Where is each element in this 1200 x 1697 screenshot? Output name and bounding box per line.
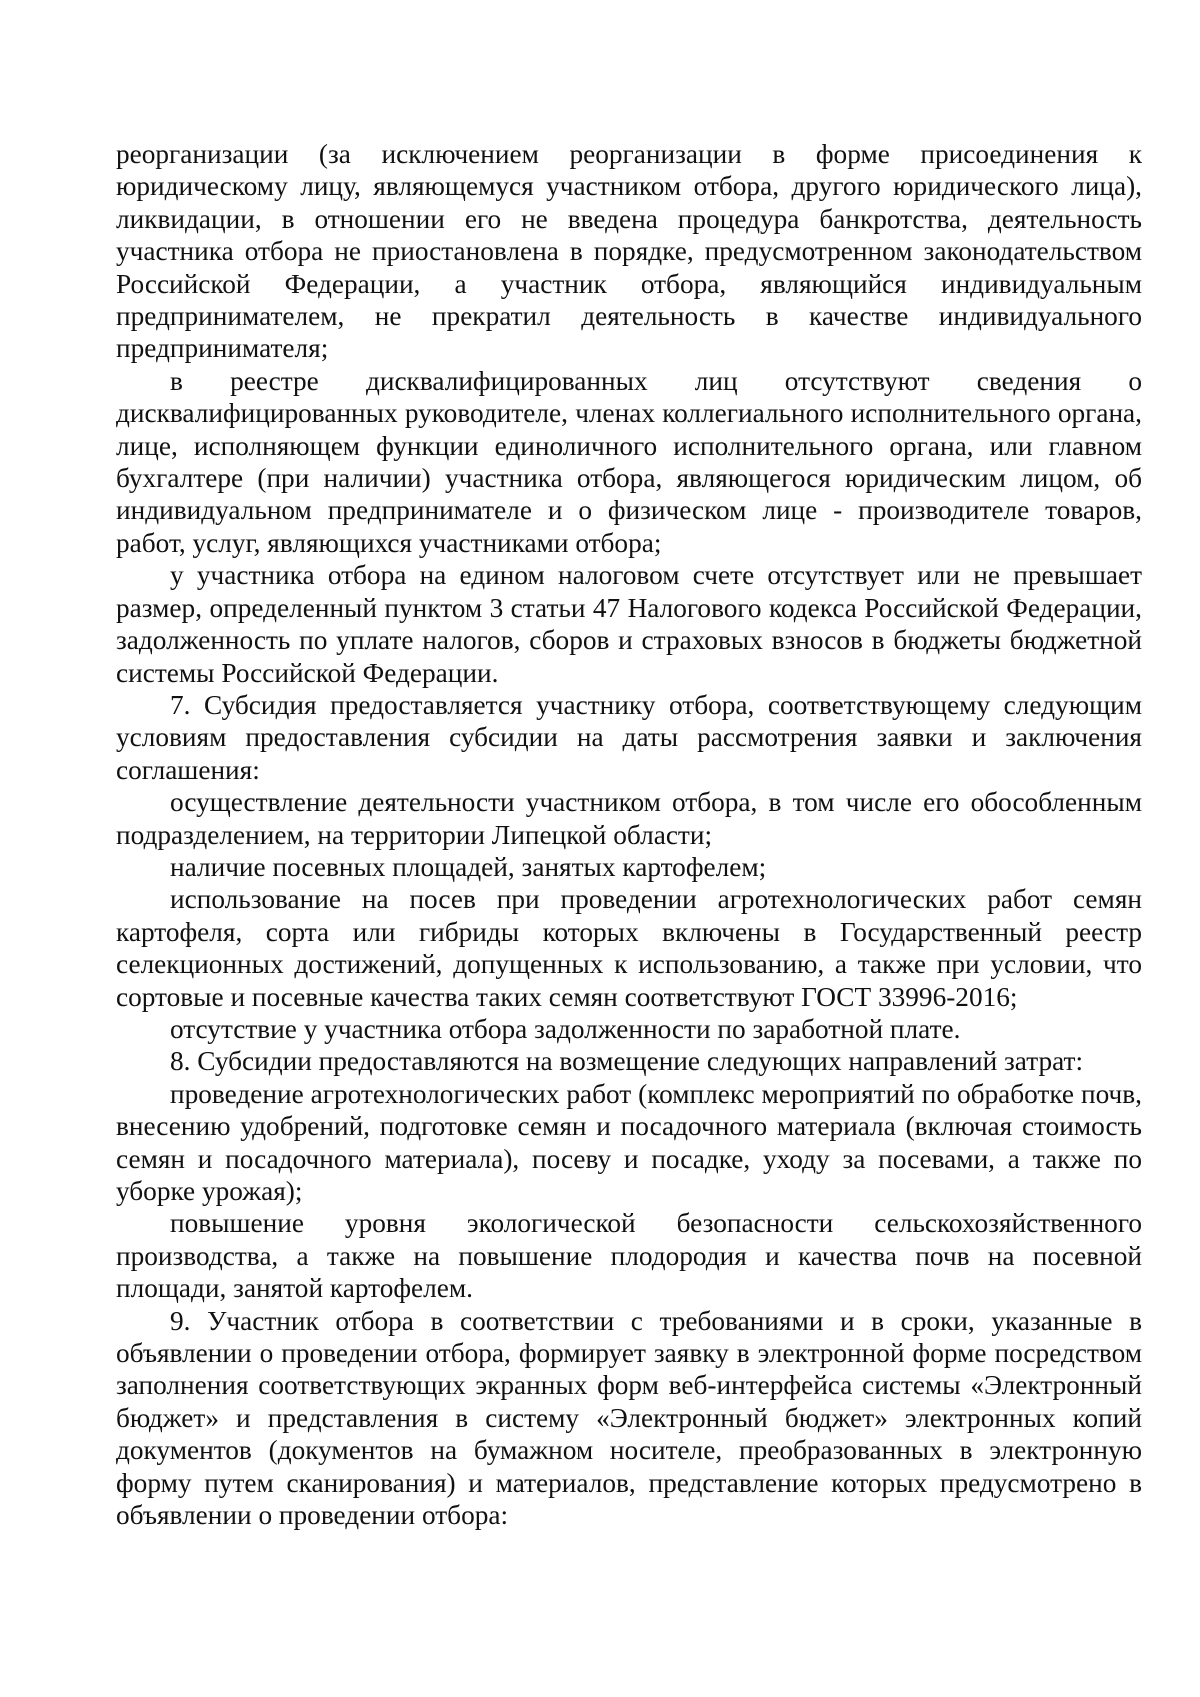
paragraph-ecological-safety: повышение уровня экологической безопасности сельскохозяйственного производства, а также на повышение плодородия и качества почв на посевной площади, занятой картофелем. (116, 1208, 1142, 1304)
paragraph-wage-debt: отсутствие у участника отбора задолженности по заработной плате. (170, 1013, 961, 1044)
paragraph-agrotech-works: проведение агротехнологических работ (комплекс мероприятий по обработке почв, внесению удобрений, подготовке семян и посадочного материала (включая стоимость семян и посадочного материала), посеву и посадке, уходу за посевами, а также по уборке урожая); (116, 1078, 1142, 1206)
paragraph-section-8: 8. Субсидии предоставляются на возмещение следующих направлений затрат: (170, 1046, 1084, 1077)
paragraph-section-9: 9. Участник отбора в соответствии с требованиями и в сроки, указанные в объявлении о проведении отбора, формирует заявку в электронной форме посредством заполнения соответствующих экранных форм веб-интерфейса системы «Электронный бюджет» и представления в систему «Электронный бюджет» электронных копий документов (документов на бумажном носителе, преобразованных в электронную форму путем сканирования) и материалов, представление которых предусмотрено в объявлении о проведении отбора: (116, 1305, 1142, 1531)
paragraph-disqualified-registry: в реестре дисквалифицированных лиц отсутствуют сведения о дисквалифицированных руководителе, членах коллегиального исполнительного органа, лице, исполняющем функции единоличного исполнительного органа, или главном бухгалтере (при наличии) участника отбора, являющегося юридическим лицом, об индивидуальном предпринимателе и о физическом лице - производителе товаров, работ, услуг, являющихся участниками отбора; (116, 365, 1142, 558)
paragraph-activity-territory: осуществление деятельности участником отбора, в том числе его обособленным подразделением, на территории Липецкой области; (116, 787, 1142, 850)
paragraph-section-7: 7. Субсидия предоставляется участнику отбора, соответствующему следующим условиям предоставления субсидии на даты рассмотрения заявки и заключения соглашения: (116, 689, 1142, 785)
document-page (116, 138, 1142, 1531)
paragraph-seed-usage: использование на посев при проведении агротехнологических работ семян картофеля, сорта или гибриды которых включены в Государственный реестр селекционных достижений, допущенных к использованию, а также при условии, что сортовые и посевные качества таких семян соответствуют ГОСТ 33996-2016; (116, 884, 1142, 1012)
paragraph-sown-areas: наличие посевных площадей, занятых картофелем; (170, 851, 767, 882)
paragraph-tax-debt: у участника отбора на едином налоговом счете отсутствует или не превышает размер, определенный пунктом 3 статьи 47 Налогового кодекса Российской Федерации, задолженность по уплате налогов, сборов и страховых взносов в бюджеты бюджетной системы Российской Федерации. (116, 560, 1142, 688)
paragraph-reorganization-continuation: реорганизации (за исключением реорганизации в форме присоединения к юридическому лицу, являющемуся участником отбора, другого юридического лица), ликвидации, в отношении его не введена процедура банкротства, деятельность участника отбора не приостановлена в порядке, предусмотренном законодательством Российской Федерации, а участник отбора, являющийся индивидуальным предпринимателем, не прекратил деятельность в качестве индивидуального предпринимателя; (116, 139, 1142, 364)
